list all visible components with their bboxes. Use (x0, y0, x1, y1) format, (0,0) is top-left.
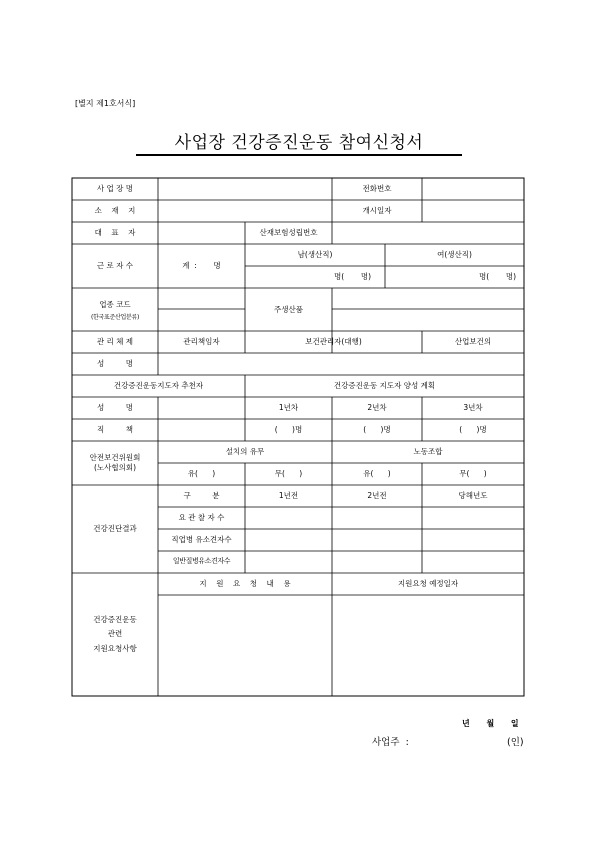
form-number: [별지 제1호서식] (75, 99, 136, 108)
this-year-label: 당해년도 (458, 491, 488, 501)
year2-persons: ( )명 (363, 425, 391, 435)
year1-persons: ( )명 (274, 425, 303, 435)
insurance-number-label: 산재보험성립번호 (259, 228, 318, 238)
leader-training-plan-label: 건강증진운동 지도자 양성 계획 (333, 381, 436, 391)
male-production-label: 남(생산직) (297, 250, 333, 260)
representative-label: 대 표 자 (94, 228, 136, 238)
form-title: 사업장 건강증진운동 참여신청서 (174, 133, 424, 153)
committee-no: 무( ) (274, 469, 303, 479)
mgmt-system-label: 관 리 체 제 (96, 337, 134, 347)
support-section-label: 건강증진운동 관련 지원요청사항 (93, 615, 137, 653)
workers-total: 계 : 명 (182, 261, 221, 271)
needs-care-label: 요 관 찰 자 수 (178, 513, 225, 523)
mgmt-manager-label: 관리책임자 (183, 337, 220, 347)
union-yes: 유( ) (363, 469, 391, 479)
occ-doctor-label: 산업보건의 (454, 337, 492, 347)
workers-label: 근 로 자 수 (96, 261, 134, 271)
committee-yes: 유( ) (187, 469, 216, 479)
name-label: 성 명 (97, 359, 133, 369)
leader-recommend-label: 건강증진운동지도자 추천자 (113, 381, 204, 391)
year3-label: 3년차 (463, 403, 483, 413)
address-label: 소 재 지 (94, 206, 136, 216)
checkup-results-label: 건강진단결과 (93, 524, 137, 534)
labor-union-label: 노동조합 (413, 447, 443, 457)
year-before1-label: 1년전 (278, 491, 299, 501)
male-count: 명( 명) (333, 272, 371, 282)
position-label: 직 책 (97, 425, 133, 435)
year3-persons: ( )명 (459, 425, 487, 435)
support-content-label: 지 원 요 청 내 용 (199, 579, 291, 589)
support-date-label: 지원요청 예정일자 (397, 579, 459, 589)
seal-label: (인) (507, 737, 524, 748)
date-line: 년 월 일 (462, 719, 519, 728)
industry-code-label: 업종 코드 (99, 300, 131, 310)
open-date-label: 개시일자 (362, 206, 392, 216)
female-count: 명( 명) (478, 272, 516, 282)
union-no: 무( ) (459, 469, 487, 479)
employer-label: 사업주 : (372, 737, 409, 748)
year2-label: 2년차 (367, 403, 387, 413)
occ-disease-label: 직업병 유소견자수 (171, 535, 232, 545)
health-manager-label: 보건관리자(대행) (305, 337, 362, 347)
year1-label: 1년차 (278, 403, 299, 413)
leader-name-label: 성 명 (97, 403, 133, 413)
category-label: 구 분 (183, 491, 220, 501)
phone-label: 전화번호 (362, 184, 392, 194)
establish-yn-label: 설치의 유무 (225, 447, 265, 457)
main-product-label: 주생산품 (274, 304, 303, 314)
industry-code-sub: (한국표준산업분류) (90, 314, 140, 322)
general-disease-label: 일반질병유소견자수 (172, 557, 231, 566)
company-name-label: 사 업 장 명 (96, 184, 134, 194)
safety-committee-label: 안전보건위원회 (노사협의회) (89, 453, 141, 472)
year-before2-label: 2년전 (367, 491, 387, 501)
female-production-label: 여(생산직) (437, 250, 472, 260)
